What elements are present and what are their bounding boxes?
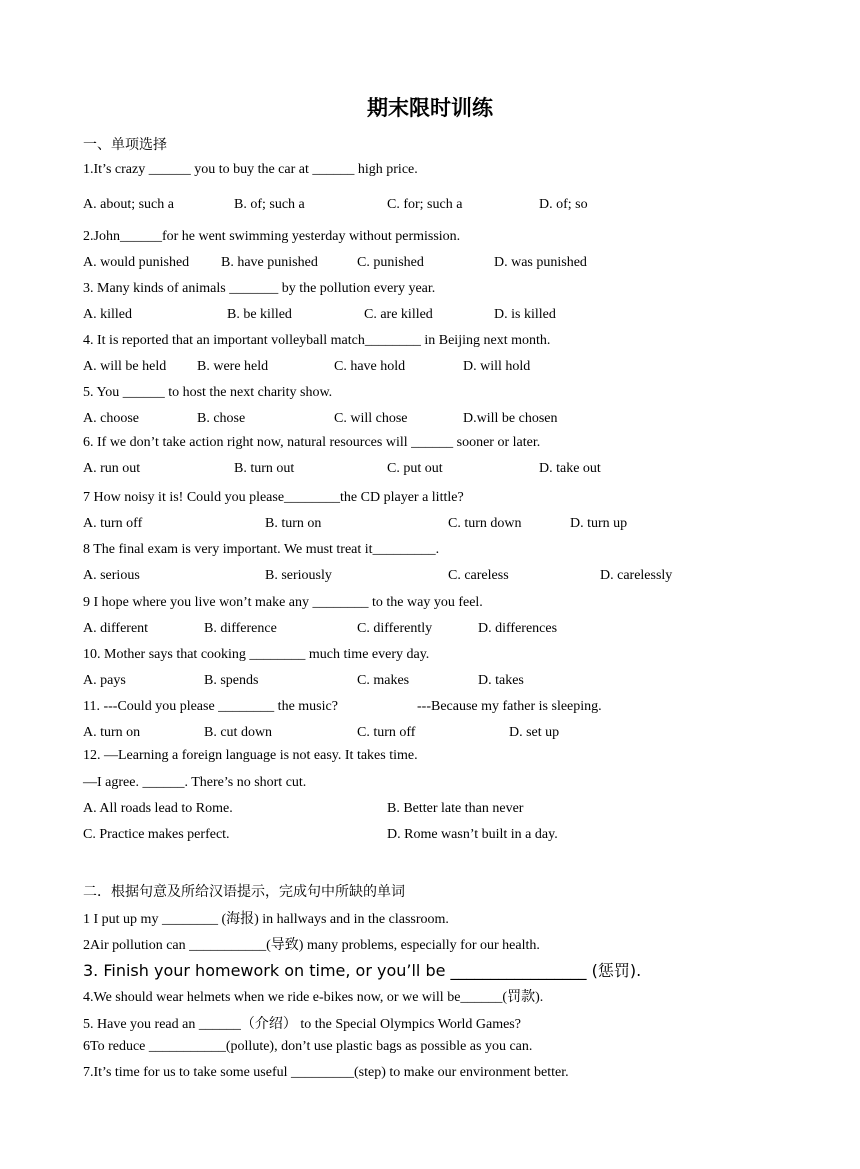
option-c: C. are killed: [364, 307, 433, 322]
option-c: C. put out: [387, 461, 443, 476]
section-1-heading: 一、单项选择: [83, 137, 167, 153]
option-a: A. killed: [83, 307, 132, 322]
option-a: A. All roads lead to Rome.: [83, 801, 233, 816]
option-c: C. careless: [448, 568, 509, 583]
option-a: A. run out: [83, 461, 141, 476]
question-stem: 6. If we don’t take action right now, natural resources will ______ sooner or later.: [83, 435, 541, 450]
option-d: D. takes: [478, 673, 524, 688]
question-stem-reply: —I agree. ______. There’s no short cut.: [83, 775, 307, 790]
option-d: D. was punished: [494, 255, 587, 270]
fill-in-item: 5. Have you read an ______（介绍） to the Special Olympics World Games?: [83, 1017, 521, 1032]
question-stem: 2.John______for he went swimming yesterday without permission.: [83, 229, 461, 244]
option-a: A. turn off: [83, 516, 143, 531]
question-stem: 7 How noisy it is! Could you please________the CD player a little?: [83, 490, 464, 505]
fill-in-item: 6To reduce ___________(pollute), don’t use plastic bags as possible as you can.: [83, 1039, 533, 1054]
option-c: C. have hold: [334, 359, 406, 374]
option-d: D. turn up: [570, 516, 628, 531]
question-stem: 9 I hope where you live won’t make any ________ to the way you feel.: [83, 595, 483, 610]
question-stem: 10. Mother says that cooking ________ much time every day.: [83, 647, 430, 662]
option-d: D. Rome wasn’t built in a day.: [387, 827, 558, 842]
question-stem: 12. —Learning a foreign language is not easy. It takes time.: [83, 748, 418, 763]
option-c: C. differently: [357, 621, 433, 636]
option-d: D.will be chosen: [463, 411, 558, 426]
fill-in-item: 4.We should wear helmets when we ride e-bikes now, or we will be______(罚款).: [83, 990, 544, 1005]
option-b: B. turn on: [265, 516, 322, 531]
option-c: C. will chose: [334, 411, 408, 426]
page-title: 期末限时训练: [367, 96, 493, 120]
option-c: C. Practice makes perfect.: [83, 827, 230, 842]
option-a: A. different: [83, 621, 149, 636]
option-a: A. serious: [83, 568, 140, 583]
option-b: B. seriously: [265, 568, 332, 583]
option-d: D. is killed: [494, 307, 556, 322]
option-d: D. take out: [539, 461, 601, 476]
question-stem: 8 The final exam is very important. We must treat it_________.: [83, 542, 440, 557]
option-a: A. turn on: [83, 725, 141, 740]
option-b: B. were held: [197, 359, 269, 374]
fill-in-item: 3. Finish your homework on time, or you’ll be _________________ (惩罚).: [83, 961, 642, 980]
option-a: A. pays: [83, 673, 126, 688]
fill-in-item: 7.It’s time for us to take some useful _________(step) to make our environment better.: [83, 1065, 569, 1080]
option-b: B. Better late than never: [387, 801, 524, 816]
option-c: C. makes: [357, 673, 410, 688]
option-a: A. would punished: [83, 255, 190, 270]
option-d: D. of; so: [539, 197, 588, 212]
option-b: B. of; such a: [234, 197, 305, 212]
question-stem-reply: ---Because my father is sleeping.: [417, 699, 602, 714]
option-d: D. differences: [478, 621, 558, 636]
fill-in-item: 2Air pollution can ___________(导致) many problems, especially for our health.: [83, 938, 540, 953]
option-b: B. have punished: [221, 255, 318, 270]
option-a: A. will be held: [83, 359, 167, 374]
question-stem: 11. ---Could you please ________ the music?: [83, 699, 338, 714]
option-b: B. be killed: [227, 307, 292, 322]
option-b: B. chose: [197, 411, 246, 426]
option-b: B. turn out: [234, 461, 295, 476]
option-d: D. will hold: [463, 359, 531, 374]
section-2-heading: 二．根据句意及所给汉语提示，完成句中所缺的单词: [83, 884, 405, 900]
question-stem: 3. Many kinds of animals _______ by the pollution every year.: [83, 281, 436, 296]
option-c: C. turn down: [448, 516, 522, 531]
option-b: B. difference: [204, 621, 277, 636]
option-d: D. set up: [509, 725, 560, 740]
question-stem: 4. It is reported that an important volleyball match________ in Beijing next month.: [83, 333, 551, 348]
option-d: D. carelessly: [600, 568, 673, 583]
option-c: C. for; such a: [387, 197, 463, 212]
option-a: A. choose: [83, 411, 139, 426]
fill-in-item: 1 I put up my ________ (海报) in hallways and in the classroom.: [83, 912, 449, 927]
question-stem: 1.It’s crazy ______ you to buy the car at ______ high price.: [83, 162, 418, 177]
option-c: C. punished: [357, 255, 424, 270]
option-c: C. turn off: [357, 725, 416, 740]
option-b: B. cut down: [204, 725, 273, 740]
question-stem: 5. You ______ to host the next charity show.: [83, 385, 333, 400]
option-b: B. spends: [204, 673, 259, 688]
option-a: A. about; such a: [83, 197, 174, 212]
